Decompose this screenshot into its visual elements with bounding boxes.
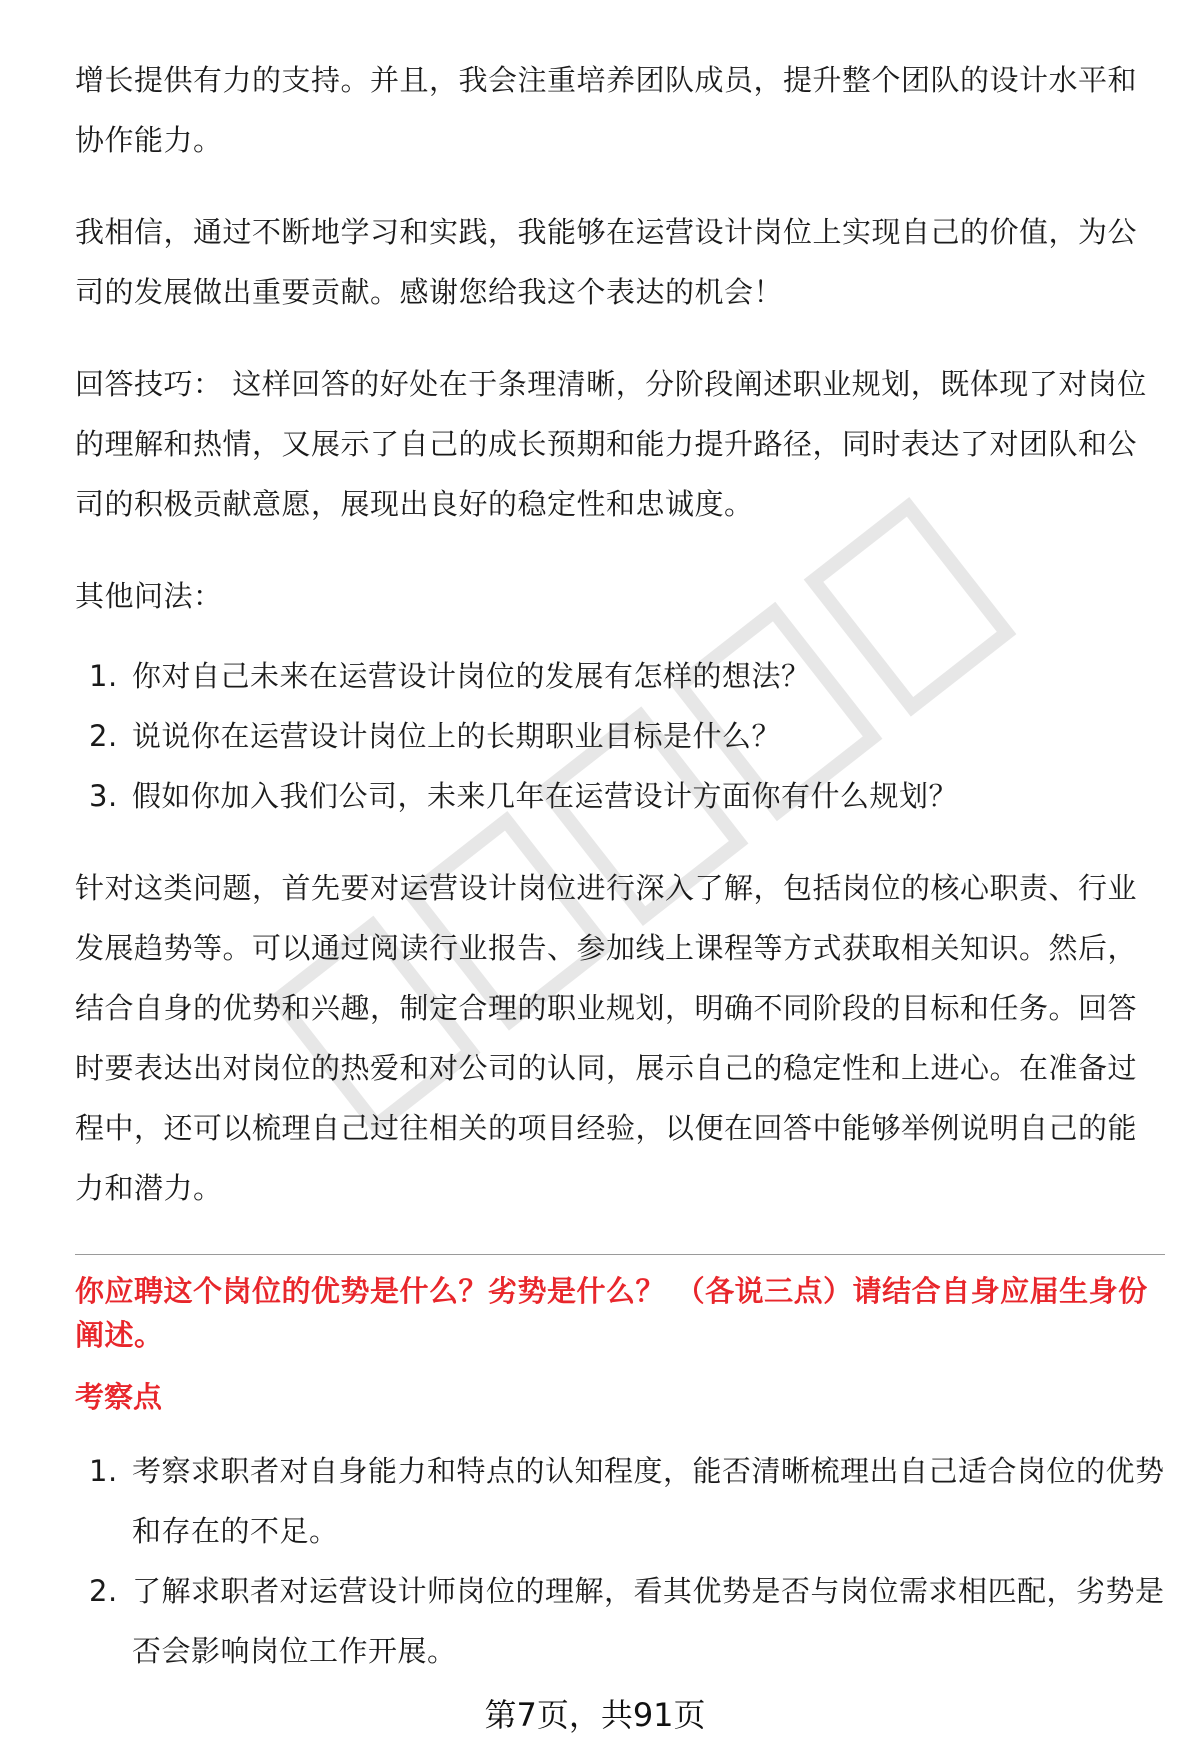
paragraph-answer-ending: 增长提供有力的支持。并且，我会注重培养团队成员，提升整个团队的设计水平和协作能力。 xyxy=(75,63,1138,157)
list-text: 你对自己未来在运营设计岗位的发展有怎样的想法？ xyxy=(132,659,811,693)
exam-points-heading: 考察点 xyxy=(75,1380,163,1414)
exam-points-list xyxy=(75,1441,1165,1681)
other-questions-heading: 其他问法： xyxy=(75,579,223,613)
list-number: 1. xyxy=(89,659,118,693)
paragraph-answer-closing: 我相信，通过不断地学习和实践，我能够在运营设计岗位上实现自己的价值，为公司的发展做出重要贡献。感谢您给我这个表达的机会！ xyxy=(75,215,1138,309)
list-text: 说说你在运营设计岗位上的长期职业目标是什么？ xyxy=(132,719,782,753)
section-divider xyxy=(75,1254,1165,1255)
list-text: 假如你加入我们公司，未来几年在运营设计方面你有什么规划？ xyxy=(132,779,959,813)
list-text: 了解求职者对运营设计师岗位的理解，看其优势是否与岗位需求相匹配，劣势是否会影响岗位工作开展。 xyxy=(132,1574,1165,1668)
other-questions-list xyxy=(75,646,1165,826)
question-title: 你应聘这个岗位的优势是什么？劣势是什么？ （各说三点）请结合自身应届生身份阐述。 xyxy=(75,1274,1148,1352)
list-number: 2. xyxy=(89,1574,118,1608)
list-item xyxy=(75,1561,1165,1681)
document-page xyxy=(75,50,1165,1681)
list-number: 1. xyxy=(89,1454,118,1488)
list-item xyxy=(75,766,1165,826)
list-item xyxy=(75,706,1165,766)
list-text: 考察求职者对自身能力和特点的认知程度，能否清晰梳理出自己适合岗位的优势和存在的不足。 xyxy=(132,1454,1165,1548)
paragraph-strategy: 针对这类问题，首先要对运营设计岗位进行深入了解，包括岗位的核心职责、行业发展趋势等。可以通过阅读行业报告、参加线上课程等方式获取相关知识。然后，结合自身的优势和兴趣，制定合理的职业规划，明确不同阶段的目标和任务。回答时要表达出对岗位的热爱和对公司的认同，展示自己的稳定性和上进心。在准备过程中，还可以梳理自己过往相关的项目经验，以便在回答中能够举例说明自己的能力和潜力。 xyxy=(75,871,1138,1205)
page-number-footer: 第7页，共91页 xyxy=(484,1696,706,1734)
list-number: 2. xyxy=(89,719,118,753)
paragraph-answer-tips: 回答技巧： 这样回答的好处在于条理清晰，分阶段阐述职业规划，既体现了对岗位的理解和热情，又展示了自己的成长预期和能力提升路径，同时表达了对团队和公司的积极贡献意愿，展现出良好的稳定性和忠诚度。 xyxy=(75,367,1147,521)
list-item xyxy=(75,646,1165,706)
list-number: 3. xyxy=(89,779,118,813)
list-item xyxy=(75,1441,1165,1561)
